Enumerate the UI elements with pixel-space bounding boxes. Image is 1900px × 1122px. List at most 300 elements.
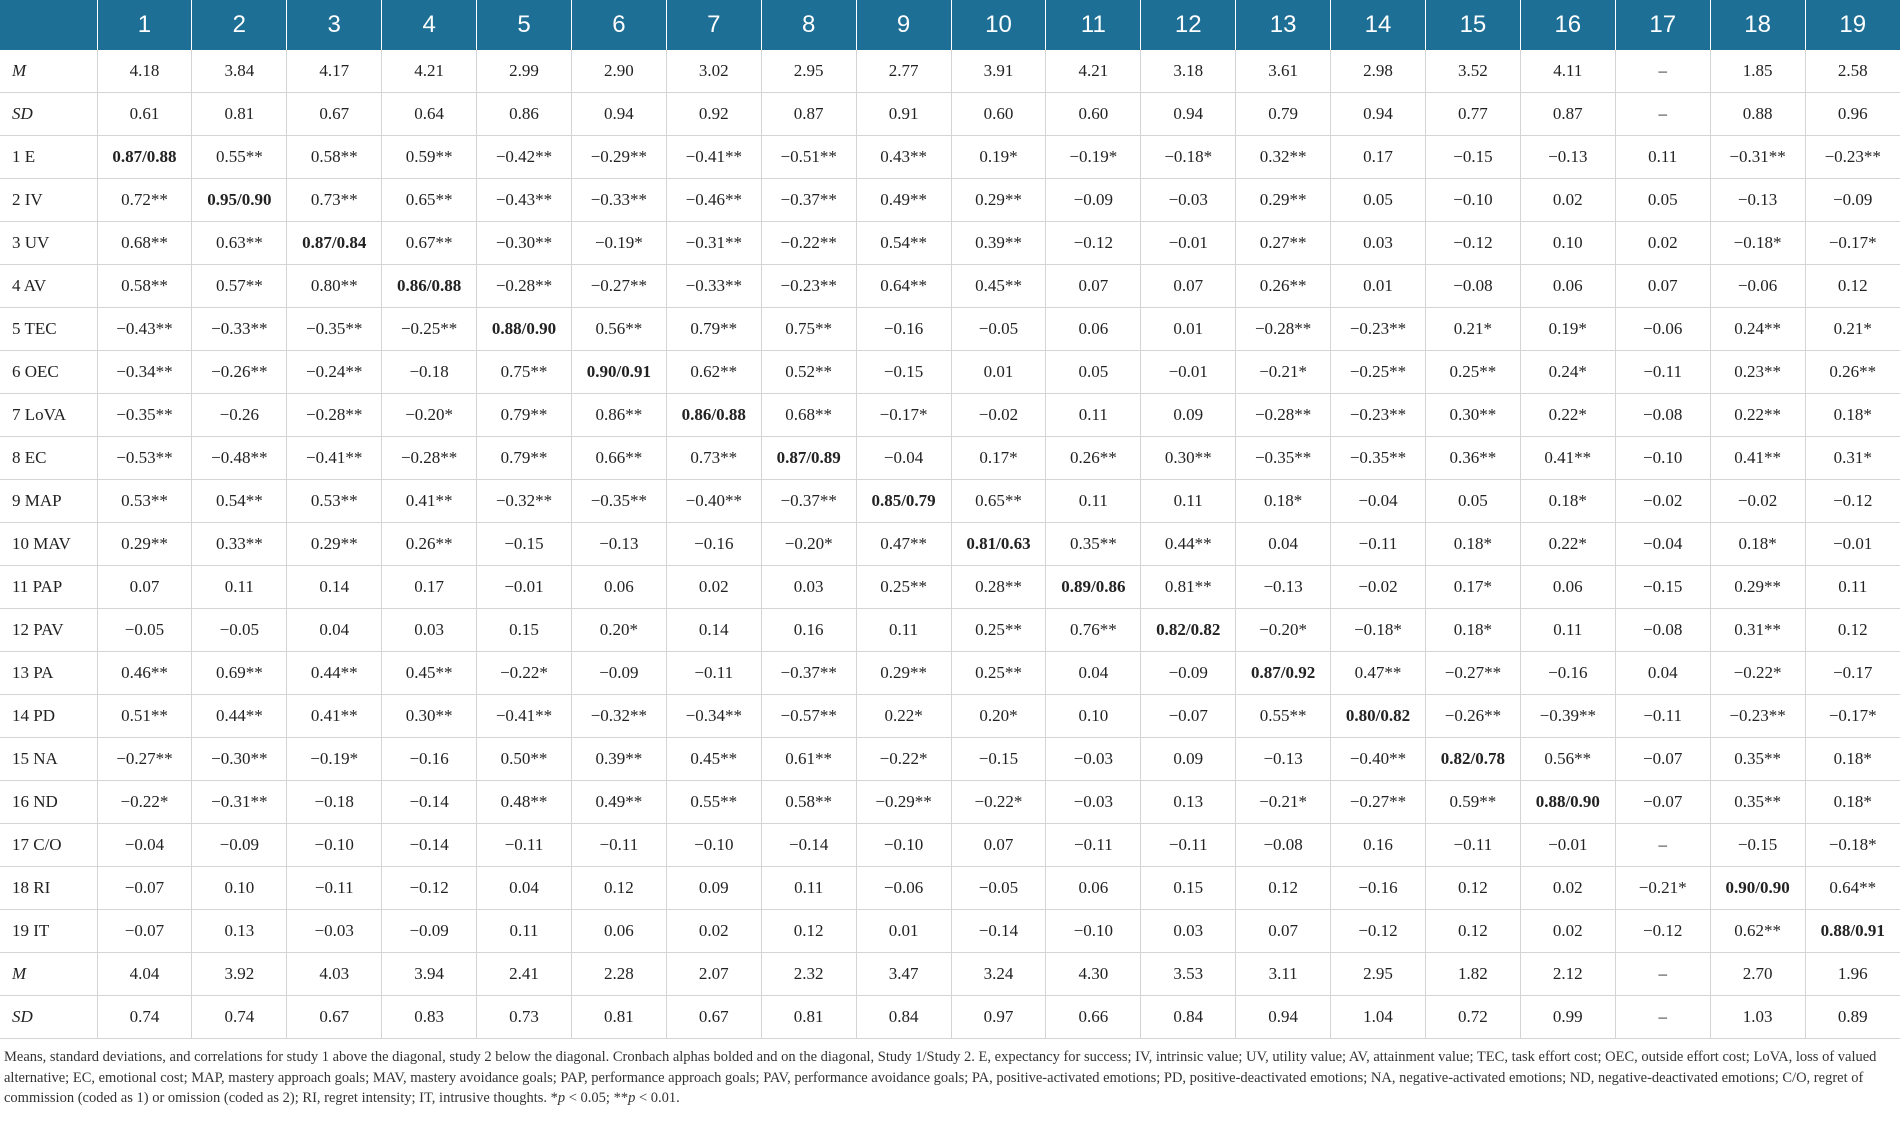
table-cell: 0.11 bbox=[1520, 609, 1615, 652]
table-cell: −0.08 bbox=[1615, 609, 1710, 652]
table-cell: 0.79** bbox=[666, 308, 761, 351]
table-row bbox=[0, 996, 1900, 1039]
table-cell: −0.26** bbox=[1425, 695, 1520, 738]
table-cell: −0.32** bbox=[477, 480, 572, 523]
table-cell: −0.23** bbox=[1331, 308, 1426, 351]
table-cell: 0.04 bbox=[287, 609, 382, 652]
table-cell: 0.54** bbox=[192, 480, 287, 523]
table-cell: 0.69** bbox=[192, 652, 287, 695]
table-cell: 0.29** bbox=[951, 179, 1046, 222]
table-cell: 0.03 bbox=[1141, 910, 1236, 953]
table-cell: −0.22* bbox=[856, 738, 951, 781]
table-row bbox=[0, 566, 1900, 609]
table-cell: 0.55** bbox=[1236, 695, 1331, 738]
table-cell: 0.86** bbox=[571, 394, 666, 437]
table-cell: −0.14 bbox=[951, 910, 1046, 953]
table-cell: 0.50** bbox=[477, 738, 572, 781]
table-cell: 0.45** bbox=[951, 265, 1046, 308]
table-cell: 4.17 bbox=[287, 50, 382, 93]
table-cell: −0.11 bbox=[1141, 824, 1236, 867]
table-cell: 0.01 bbox=[856, 910, 951, 953]
table-cell: 0.48** bbox=[477, 781, 572, 824]
table-cell: −0.20* bbox=[382, 394, 477, 437]
alpha-cell: 0.90/0.90 bbox=[1710, 867, 1805, 910]
table-cell: 0.66** bbox=[571, 437, 666, 480]
table-cell: −0.31** bbox=[1710, 136, 1805, 179]
table-cell: −0.13 bbox=[571, 523, 666, 566]
table-cell: 0.91 bbox=[856, 93, 951, 136]
table-cell: 0.45** bbox=[666, 738, 761, 781]
alpha-cell: 0.86/0.88 bbox=[382, 265, 477, 308]
row-label: 18 RI bbox=[0, 867, 97, 910]
table-row bbox=[0, 351, 1900, 394]
table-cell: −0.43** bbox=[477, 179, 572, 222]
alpha-cell: 0.88/0.91 bbox=[1805, 910, 1900, 953]
table-cell: 2.99 bbox=[477, 50, 572, 93]
table-cell: 0.22** bbox=[1710, 394, 1805, 437]
row-label: 7 LoVA bbox=[0, 394, 97, 437]
table-cell: 0.72** bbox=[97, 179, 192, 222]
table-cell: −0.09 bbox=[571, 652, 666, 695]
table-cell: −0.27** bbox=[97, 738, 192, 781]
table-cell: 0.64** bbox=[856, 265, 951, 308]
table-cell: 0.25** bbox=[856, 566, 951, 609]
table-row bbox=[0, 50, 1900, 93]
table-cell: 0.07 bbox=[951, 824, 1046, 867]
table-cell: 0.12 bbox=[1805, 265, 1900, 308]
table-cell: −0.15 bbox=[1615, 566, 1710, 609]
table-cell: 0.44** bbox=[192, 695, 287, 738]
table-cell: 0.18* bbox=[1520, 480, 1615, 523]
table-cell: 0.76** bbox=[1046, 609, 1141, 652]
alpha-cell: 0.82/0.82 bbox=[1141, 609, 1236, 652]
table-cell: 0.49** bbox=[571, 781, 666, 824]
table-cell: −0.12 bbox=[1615, 910, 1710, 953]
table-cell: −0.17* bbox=[1805, 695, 1900, 738]
column-header: 8 bbox=[761, 0, 856, 50]
table-cell: −0.43** bbox=[97, 308, 192, 351]
table-cell: −0.15 bbox=[477, 523, 572, 566]
footnote-sig2: < 0.01. bbox=[635, 1090, 680, 1106]
table-cell: 0.94 bbox=[1141, 93, 1236, 136]
table-cell: 0.39** bbox=[951, 222, 1046, 265]
table-cell: −0.28** bbox=[287, 394, 382, 437]
table-cell: 4.03 bbox=[287, 953, 382, 996]
table-cell: 0.14 bbox=[666, 609, 761, 652]
table-cell: −0.41** bbox=[477, 695, 572, 738]
table-cell: −0.19* bbox=[571, 222, 666, 265]
alpha-cell: 0.88/0.90 bbox=[1520, 781, 1615, 824]
table-cell: 0.11 bbox=[761, 867, 856, 910]
table-cell: −0.09 bbox=[1141, 652, 1236, 695]
table-cell: 1.96 bbox=[1805, 953, 1900, 996]
table-cell: −0.15 bbox=[1425, 136, 1520, 179]
table-cell: 0.44** bbox=[287, 652, 382, 695]
table-cell: 0.97 bbox=[951, 996, 1046, 1039]
table-cell: 0.12 bbox=[1425, 867, 1520, 910]
table-cell: 3.47 bbox=[856, 953, 951, 996]
table-cell: 0.62** bbox=[1710, 910, 1805, 953]
table-cell: −0.35** bbox=[571, 480, 666, 523]
table-cell: 0.41** bbox=[1710, 437, 1805, 480]
table-cell: 0.88 bbox=[1710, 93, 1805, 136]
table-cell: 0.17 bbox=[1331, 136, 1426, 179]
table-cell: 0.59** bbox=[1425, 781, 1520, 824]
table-cell: 0.57** bbox=[192, 265, 287, 308]
table-cell: −0.16 bbox=[382, 738, 477, 781]
alpha-cell: 0.87/0.88 bbox=[97, 136, 192, 179]
table-cell: 0.26** bbox=[1805, 351, 1900, 394]
table-cell: −0.01 bbox=[1805, 523, 1900, 566]
table-cell: 0.12 bbox=[571, 867, 666, 910]
table-cell: 0.36** bbox=[1425, 437, 1520, 480]
table-cell: −0.18* bbox=[1141, 136, 1236, 179]
table-cell: 0.79** bbox=[477, 437, 572, 480]
table-cell: −0.30** bbox=[477, 222, 572, 265]
table-cell: −0.09 bbox=[1046, 179, 1141, 222]
table-cell: −0.12 bbox=[1046, 222, 1141, 265]
table-cell: −0.11 bbox=[1046, 824, 1141, 867]
table-cell: 0.33** bbox=[192, 523, 287, 566]
table-cell: 0.89 bbox=[1805, 996, 1900, 1039]
table-cell: −0.07 bbox=[97, 867, 192, 910]
table-cell: 0.03 bbox=[761, 566, 856, 609]
table-cell: −0.03 bbox=[1046, 738, 1141, 781]
table-cell: 0.81** bbox=[1141, 566, 1236, 609]
table-cell: 0.52** bbox=[761, 351, 856, 394]
table-cell: 0.11 bbox=[1046, 480, 1141, 523]
column-header: 10 bbox=[951, 0, 1046, 50]
table-cell: 0.07 bbox=[97, 566, 192, 609]
table-cell: −0.20* bbox=[761, 523, 856, 566]
table-cell: 4.21 bbox=[382, 50, 477, 93]
table-cell: 0.07 bbox=[1046, 265, 1141, 308]
table-cell: 0.11 bbox=[1805, 566, 1900, 609]
table-cell: −0.24** bbox=[287, 351, 382, 394]
table-cell: 0.11 bbox=[1046, 394, 1141, 437]
table-cell: 0.35** bbox=[1710, 781, 1805, 824]
table-row bbox=[0, 953, 1900, 996]
table-cell: 4.18 bbox=[97, 50, 192, 93]
table-cell: 0.63** bbox=[192, 222, 287, 265]
table-cell: 0.18* bbox=[1425, 523, 1520, 566]
column-header: 5 bbox=[477, 0, 572, 50]
table-cell: −0.13 bbox=[1236, 566, 1331, 609]
table-cell: −0.30** bbox=[192, 738, 287, 781]
table-cell: −0.18* bbox=[1710, 222, 1805, 265]
table-cell: 3.61 bbox=[1236, 50, 1331, 93]
table-row bbox=[0, 609, 1900, 652]
table-cell: 0.04 bbox=[1615, 652, 1710, 695]
table-cell: 0.02 bbox=[1615, 222, 1710, 265]
table-cell: 0.20* bbox=[571, 609, 666, 652]
table-cell: 0.77 bbox=[1425, 93, 1520, 136]
table-cell: −0.01 bbox=[1520, 824, 1615, 867]
table-cell: 0.53** bbox=[287, 480, 382, 523]
table-cell: 0.28** bbox=[951, 566, 1046, 609]
table-cell: 0.26** bbox=[1046, 437, 1141, 480]
table-cell: −0.13 bbox=[1520, 136, 1615, 179]
table-cell: 0.04 bbox=[1046, 652, 1141, 695]
table-cell: 0.23** bbox=[1710, 351, 1805, 394]
table-cell: 3.02 bbox=[666, 50, 761, 93]
table-cell: −0.22** bbox=[761, 222, 856, 265]
table-cell: −0.16 bbox=[856, 308, 951, 351]
alpha-cell: 0.87/0.84 bbox=[287, 222, 382, 265]
table-cell: 0.18* bbox=[1805, 781, 1900, 824]
table-cell: −0.06 bbox=[1615, 308, 1710, 351]
table-cell: 0.45** bbox=[382, 652, 477, 695]
table-cell: −0.19* bbox=[1046, 136, 1141, 179]
table-cell: 0.11 bbox=[1141, 480, 1236, 523]
table-cell: 0.06 bbox=[1046, 308, 1141, 351]
table-cell: – bbox=[1615, 953, 1710, 996]
table-cell: 0.22* bbox=[1520, 394, 1615, 437]
alpha-cell: 0.86/0.88 bbox=[666, 394, 761, 437]
table-cell: 0.19* bbox=[951, 136, 1046, 179]
table-cell: 0.04 bbox=[477, 867, 572, 910]
alpha-cell: 0.85/0.79 bbox=[856, 480, 951, 523]
table-cell: 0.67** bbox=[382, 222, 477, 265]
table-cell: 0.74 bbox=[192, 996, 287, 1039]
table-cell: −0.27** bbox=[1425, 652, 1520, 695]
table-cell: – bbox=[1615, 996, 1710, 1039]
table-cell: 0.58** bbox=[761, 781, 856, 824]
footnote-sig1: < 0.05; ** bbox=[565, 1090, 629, 1106]
table-cell: −0.28** bbox=[477, 265, 572, 308]
table-cell: 0.05 bbox=[1615, 179, 1710, 222]
table-cell: −0.22* bbox=[951, 781, 1046, 824]
table-cell: −0.53** bbox=[97, 437, 192, 480]
table-cell: 0.68** bbox=[97, 222, 192, 265]
table-cell: 0.64 bbox=[382, 93, 477, 136]
table-cell: −0.17* bbox=[856, 394, 951, 437]
table-row bbox=[0, 222, 1900, 265]
table-cell: 0.07 bbox=[1141, 265, 1236, 308]
table-cell: 0.09 bbox=[666, 867, 761, 910]
table-cell: 0.06 bbox=[1520, 265, 1615, 308]
table-cell: −0.11 bbox=[1425, 824, 1520, 867]
table-cell: 0.74 bbox=[97, 996, 192, 1039]
table-cell: 0.17* bbox=[1425, 566, 1520, 609]
footnote-p2: p bbox=[628, 1090, 636, 1106]
table-cell: −0.29** bbox=[856, 781, 951, 824]
table-cell: 0.35** bbox=[1046, 523, 1141, 566]
table-cell: 3.52 bbox=[1425, 50, 1520, 93]
table-cell: 0.02 bbox=[666, 910, 761, 953]
table-cell: −0.22* bbox=[97, 781, 192, 824]
table-cell: 0.17 bbox=[382, 566, 477, 609]
table-cell: 0.05 bbox=[1331, 179, 1426, 222]
table-cell: −0.15 bbox=[1710, 824, 1805, 867]
table-cell: 0.02 bbox=[1520, 179, 1615, 222]
row-label: 4 AV bbox=[0, 265, 97, 308]
table-cell: 0.06 bbox=[1520, 566, 1615, 609]
column-header: 11 bbox=[1046, 0, 1141, 50]
table-cell: 0.53** bbox=[97, 480, 192, 523]
table-cell: −0.10 bbox=[1425, 179, 1520, 222]
table-cell: −0.37** bbox=[761, 179, 856, 222]
table-cell: 0.20* bbox=[951, 695, 1046, 738]
table-cell: −0.15 bbox=[951, 738, 1046, 781]
table-cell: −0.10 bbox=[856, 824, 951, 867]
table-cell: −0.11 bbox=[287, 867, 382, 910]
table-cell: −0.16 bbox=[1520, 652, 1615, 695]
row-label: 9 MAP bbox=[0, 480, 97, 523]
table-cell: 0.94 bbox=[1236, 996, 1331, 1039]
table-cell: −0.19* bbox=[287, 738, 382, 781]
table-row bbox=[0, 523, 1900, 566]
table-cell: 0.05 bbox=[1425, 480, 1520, 523]
table-cell: 0.84 bbox=[1141, 996, 1236, 1039]
table-cell: 0.86 bbox=[477, 93, 572, 136]
table-cell: −0.25** bbox=[1331, 351, 1426, 394]
table-cell: – bbox=[1615, 824, 1710, 867]
table-cell: 0.11 bbox=[192, 566, 287, 609]
table-cell: 0.07 bbox=[1615, 265, 1710, 308]
row-label: 10 MAV bbox=[0, 523, 97, 566]
table-cell: 0.31** bbox=[1710, 609, 1805, 652]
table-cell: −0.28** bbox=[1236, 308, 1331, 351]
table-cell: −0.27** bbox=[1331, 781, 1426, 824]
row-label: 15 NA bbox=[0, 738, 97, 781]
table-cell: −0.10 bbox=[1046, 910, 1141, 953]
table-cell: 0.58** bbox=[97, 265, 192, 308]
table-cell: −0.39** bbox=[1520, 695, 1615, 738]
table-cell: 0.30** bbox=[1425, 394, 1520, 437]
table-row bbox=[0, 695, 1900, 738]
row-label: 3 UV bbox=[0, 222, 97, 265]
alpha-cell: 0.82/0.78 bbox=[1425, 738, 1520, 781]
table-cell: −0.08 bbox=[1236, 824, 1331, 867]
table-cell: −0.33** bbox=[192, 308, 287, 351]
table-cell: 0.27** bbox=[1236, 222, 1331, 265]
table-cell: 3.11 bbox=[1236, 953, 1331, 996]
table-cell: −0.02 bbox=[1710, 480, 1805, 523]
column-header: 14 bbox=[1331, 0, 1426, 50]
table-cell: 0.10 bbox=[192, 867, 287, 910]
table-cell: −0.20* bbox=[1236, 609, 1331, 652]
table-cell: 0.12 bbox=[1425, 910, 1520, 953]
table-cell: −0.07 bbox=[1141, 695, 1236, 738]
table-cell: −0.02 bbox=[1615, 480, 1710, 523]
table-cell: 0.66 bbox=[1046, 996, 1141, 1039]
column-header: 18 bbox=[1710, 0, 1805, 50]
column-header: 2 bbox=[192, 0, 287, 50]
table-cell: −0.22* bbox=[1710, 652, 1805, 695]
table-cell: 0.24* bbox=[1520, 351, 1615, 394]
table-cell: −0.03 bbox=[287, 910, 382, 953]
table-cell: 0.35** bbox=[1710, 738, 1805, 781]
table-cell: −0.04 bbox=[97, 824, 192, 867]
table-cell: −0.34** bbox=[97, 351, 192, 394]
column-header: 16 bbox=[1520, 0, 1615, 50]
table-cell: −0.42** bbox=[477, 136, 572, 179]
table-cell: −0.21* bbox=[1236, 781, 1331, 824]
row-label: 12 PAV bbox=[0, 609, 97, 652]
table-cell: 0.06 bbox=[571, 910, 666, 953]
table-cell: −0.05 bbox=[192, 609, 287, 652]
table-cell: 0.61** bbox=[761, 738, 856, 781]
table-cell: 0.32** bbox=[1236, 136, 1331, 179]
table-cell: 3.91 bbox=[951, 50, 1046, 93]
table-cell: 2.32 bbox=[761, 953, 856, 996]
table-row bbox=[0, 437, 1900, 480]
table-cell: 0.12 bbox=[761, 910, 856, 953]
table-cell: 1.85 bbox=[1710, 50, 1805, 93]
table-cell: 0.16 bbox=[1331, 824, 1426, 867]
alpha-cell: 0.81/0.63 bbox=[951, 523, 1046, 566]
table-cell: −0.10 bbox=[1615, 437, 1710, 480]
column-header: 9 bbox=[856, 0, 951, 50]
row-label: 16 ND bbox=[0, 781, 97, 824]
table-cell: 0.84 bbox=[856, 996, 951, 1039]
table-cell: 0.39** bbox=[571, 738, 666, 781]
table-cell: −0.23** bbox=[1710, 695, 1805, 738]
table-cell: −0.10 bbox=[287, 824, 382, 867]
table-cell: −0.15 bbox=[856, 351, 951, 394]
table-cell: −0.33** bbox=[666, 265, 761, 308]
table-cell: −0.12 bbox=[1805, 480, 1900, 523]
table-cell: 0.73 bbox=[477, 996, 572, 1039]
table-cell: −0.09 bbox=[192, 824, 287, 867]
table-cell: −0.48** bbox=[192, 437, 287, 480]
column-header: 13 bbox=[1236, 0, 1331, 50]
table-cell: −0.25** bbox=[382, 308, 477, 351]
table-cell: −0.01 bbox=[1141, 222, 1236, 265]
table-cell: −0.02 bbox=[1331, 566, 1426, 609]
table-cell: 0.83 bbox=[382, 996, 477, 1039]
table-cell: 0.87 bbox=[1520, 93, 1615, 136]
table-cell: 0.92 bbox=[666, 93, 761, 136]
table-cell: 2.90 bbox=[571, 50, 666, 93]
table-cell: 0.56** bbox=[571, 308, 666, 351]
table-row bbox=[0, 738, 1900, 781]
table-cell: 0.24** bbox=[1710, 308, 1805, 351]
table-cell: 0.30** bbox=[382, 695, 477, 738]
table-cell: −0.07 bbox=[1615, 781, 1710, 824]
table-cell: 0.01 bbox=[1141, 308, 1236, 351]
table-row bbox=[0, 93, 1900, 136]
alpha-cell: 0.89/0.86 bbox=[1046, 566, 1141, 609]
table-cell: 2.07 bbox=[666, 953, 761, 996]
table-cell: −0.11 bbox=[1615, 695, 1710, 738]
table-cell: −0.02 bbox=[951, 394, 1046, 437]
table-cell: −0.14 bbox=[382, 781, 477, 824]
table-cell: 0.01 bbox=[1331, 265, 1426, 308]
table-cell: 0.21* bbox=[1425, 308, 1520, 351]
table-cell: 0.25** bbox=[951, 652, 1046, 695]
table-cell: −0.07 bbox=[97, 910, 192, 953]
table-cell: 0.03 bbox=[1331, 222, 1426, 265]
table-cell: 0.25** bbox=[951, 609, 1046, 652]
table-cell: −0.11 bbox=[1331, 523, 1426, 566]
table-cell: 2.98 bbox=[1331, 50, 1426, 93]
footnote-p1: p bbox=[557, 1090, 566, 1106]
table-cell: 0.09 bbox=[1141, 738, 1236, 781]
table-cell: 0.26** bbox=[1236, 265, 1331, 308]
table-cell: 0.18* bbox=[1236, 480, 1331, 523]
table-body bbox=[0, 50, 1900, 1039]
table-cell: −0.07 bbox=[1615, 738, 1710, 781]
table-cell: 3.94 bbox=[382, 953, 477, 996]
table-cell: 0.18* bbox=[1805, 394, 1900, 437]
table-cell: 0.16 bbox=[761, 609, 856, 652]
table-cell: 0.12 bbox=[1805, 609, 1900, 652]
table-cell: 0.06 bbox=[571, 566, 666, 609]
column-header: 12 bbox=[1141, 0, 1236, 50]
table-cell: −0.10 bbox=[666, 824, 761, 867]
